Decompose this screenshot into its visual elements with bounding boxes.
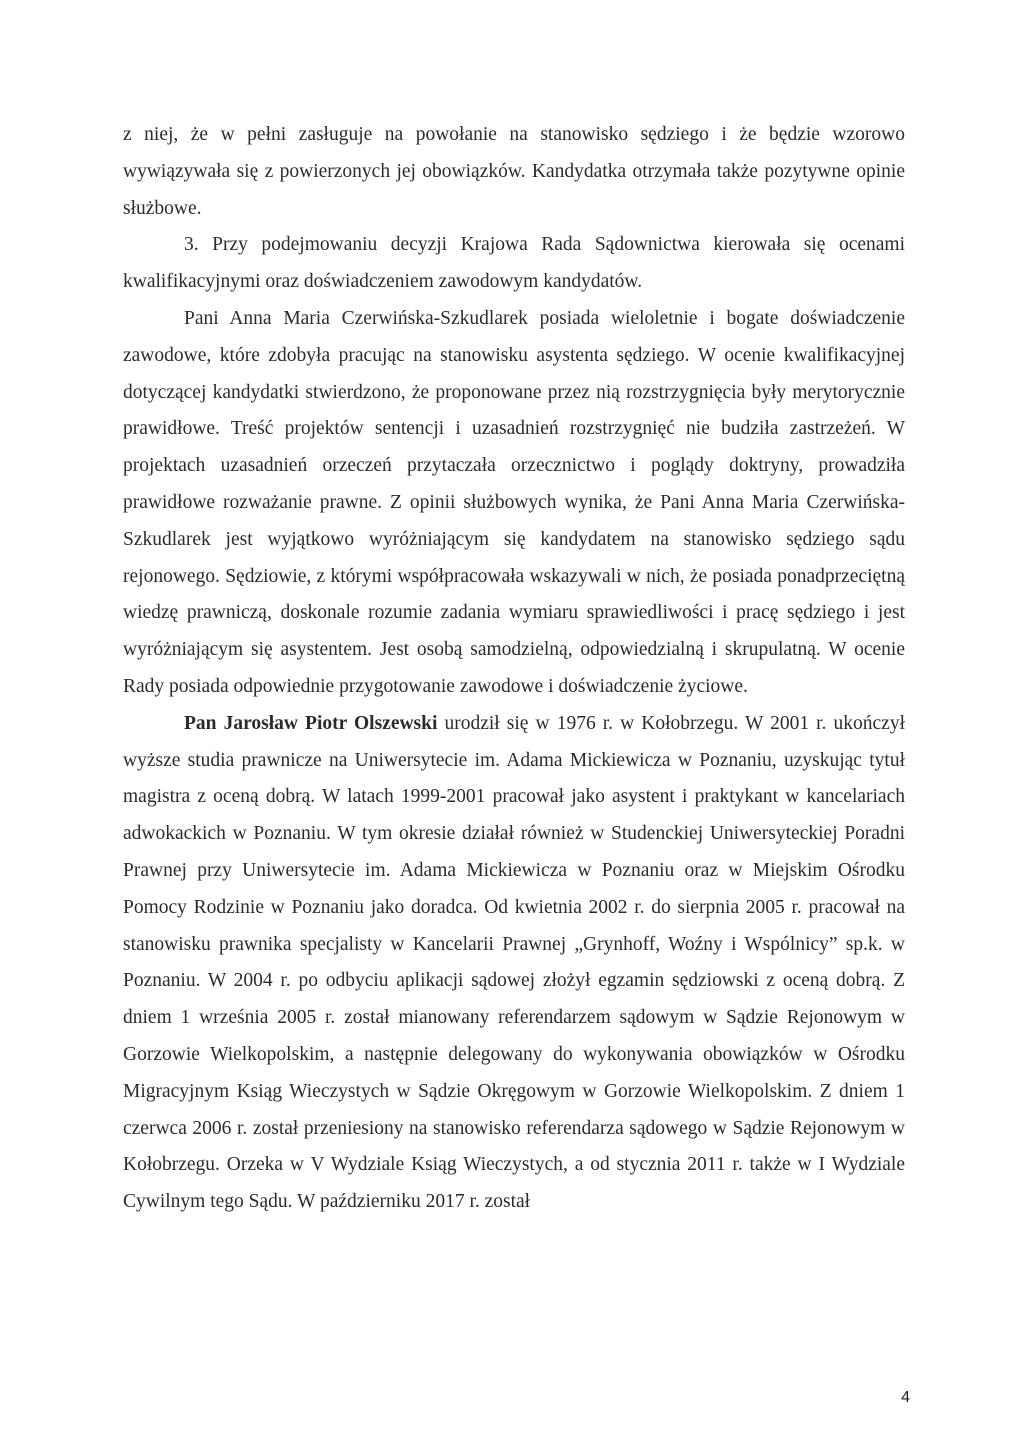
candidate-name: Pan Jarosław Piotr Olszewski — [184, 712, 438, 734]
paragraph-continuation: z niej, że w pełni zasługuje na powołanie na stanowisko sędziego i że będzie wzorowo wywiązywała się z powierzonych jej obowiązków. Kandydatka otrzymała także pozytywne opinie służbowe. — [123, 124, 905, 219]
paragraph-point-3: 3. Przy podejmowaniu decyzji Krajowa Rada Sądownictwa kierowała się ocenami kwalifikacyjnymi oraz doświadczeniem zawodowym kandydatów. — [123, 234, 905, 293]
candidate-description: urodził się w 1976 r. w Kołobrzegu. W 2001 r. ukończył wyższe studia prawnicze na Uniwersytecie im. Adama Mickiewicza w Poznaniu, uzyskując tytuł magistra z oceną dobrą. W latach 1999-2001 pracował jako asystent i praktykant w kancelariach adwokackich w Poznaniu. W tym okresie działał również w Studenckiej Uniwersyteckiej Poradni Prawnej przy Uniwersytecie im. Adama Mickiewicza w Poznaniu oraz w Miejskim Ośrodku Pomocy Rodzinie w Poznaniu jako doradca. Od kwietnia 2002 r. do sierpnia 2005 r. pracował na stanowisku prawnika specjalisty w Kancelarii Prawnej „Grynhoff, Woźny i Wspólnicy” sp.k. w Poznaniu. W 2004 r. po odbyciu aplikacji sądowej złożył egzamin sędziowski z oceną dobrą. Z dniem 1 września 2005 r. został mianowany referendarzem sądowym w Sądzie Rejonowym w Gorzowie Wielkopolskim, a następnie delegowany do wykonywania obowiązków w Ośrodku Migracyjnym Ksiąg Wieczystych w Sądzie Okręgowym w Gorzowie Wielkopolskim. Z dniem 1 czerwca 2006 r. został przeniesiony na stanowisko referendarza sądowego w Sądzie Rejonowym w Kołobrzegu. Orzeka w V Wydziale Ksiąg Wieczystych, a od stycznia 2011 r. także w I Wydziale Cywilnym tego Sądu. W październiku 2017 r. został — [123, 712, 905, 1213]
paragraph-candidate-olszewski — [123, 706, 905, 1221]
page-number: 4 — [901, 1389, 910, 1406]
document-body — [123, 117, 905, 1221]
paragraph-candidate-czerwinska: Pani Anna Maria Czerwińska-Szkudlarek posiada wieloletnie i bogate doświadczenie zawodowe, które zdobyła pracując na stanowisku asystenta sędziego. W ocenie kwalifikacyjnej dotyczącej kandydatki stwierdzono, że proponowane przez nią rozstrzygnięcia były merytorycznie prawidłowe. Treść projektów sentencji i uzasadnień rozstrzygnięć nie budziła zastrzeżeń. W projektach uzasadnień orzeczeń przytaczała orzecznictwo i poglądy doktryny, prowadziła prawidłowe rozważanie prawne. Z opinii służbowych wynika, że Pani Anna Maria Czerwińska-Szkudlarek jest wyjątkowo wyróżniającym się kandydatem na stanowisko sędziego sądu rejonowego. Sędziowie, z którymi współpracowała wskazywali w nich, że posiada ponadprzeciętną wiedzę prawniczą, doskonale rozumie zadania wymiaru sprawiedliwości i pracę sędziego i jest wyróżniającym się asystentem. Jest osobą samodzielną, odpowiedzialną i skrupulatną. W ocenie Rady posiada odpowiednie przygotowanie zawodowe i doświadczenie życiowe. — [123, 307, 905, 697]
